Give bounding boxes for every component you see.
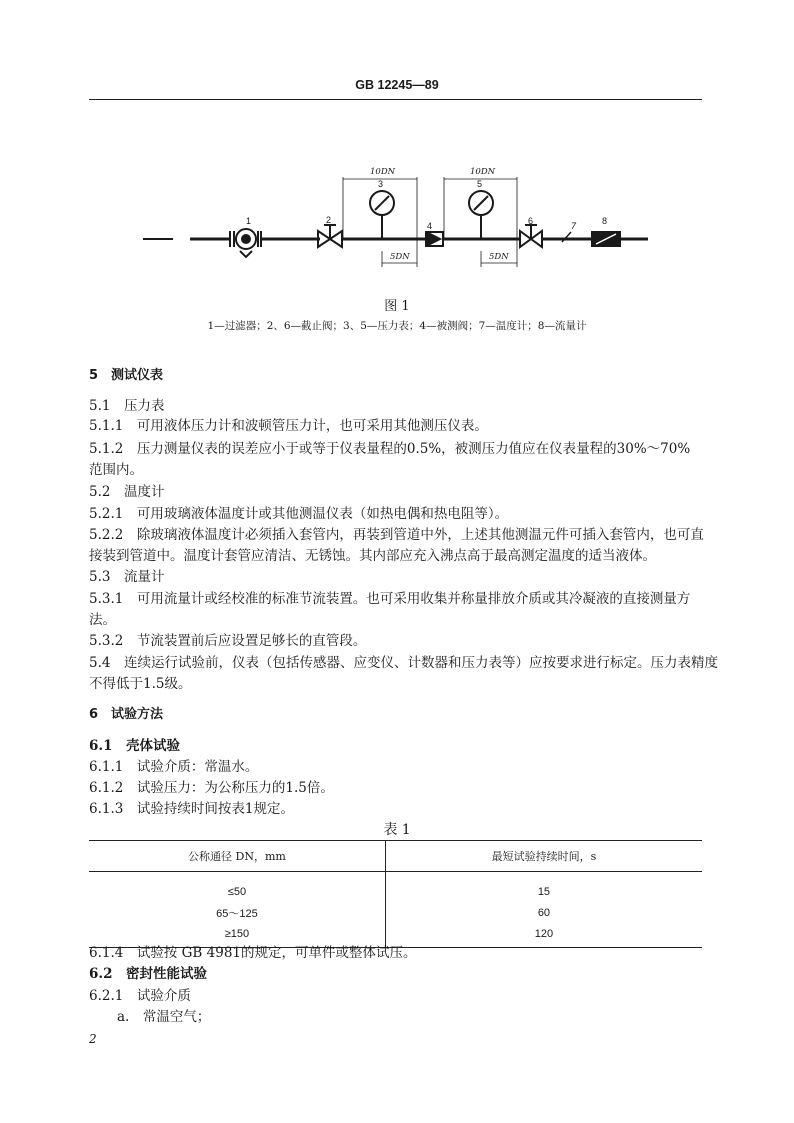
- dim-label-10dn-right: 10DN: [470, 167, 496, 177]
- clause-6-1-1: 6.1.1 试验介质：常温水。: [89, 759, 259, 775]
- pressure-gauge-symbol: [370, 191, 394, 239]
- clause-5-1-2-line1: 5.1.2 压力测量仪表的误差应小于或等于仪表量程的0.5%，被测压力值应在仪表量程的30%～70%: [89, 441, 691, 457]
- table-header-nominal-diameter: 公称通径 DN，mm: [89, 841, 385, 872]
- clause-5-2-2-line2: 接装到管道中。温度计套管应清洁、无锈蚀。其内部应充入沸点高于最高测定温度的适当液体。: [89, 548, 656, 564]
- figure-title: 图 1: [384, 299, 410, 314]
- table-row: [89, 923, 702, 948]
- clause-5-3: 5.3 流量计: [89, 569, 165, 585]
- clause-6-2-1: 6.2.1 试验介质: [89, 988, 191, 1004]
- clause-5-2-2-line1: 5.2.2 除玻璃液体温度计必须插入套管内，再装到管道中外，上述其他测温元件可插入套管内，也可直: [89, 527, 704, 543]
- clause-5-1: 5.1 压力表: [89, 398, 165, 414]
- table-cell: 15: [385, 872, 702, 903]
- dim-label-5dn-left: 5DN: [390, 252, 410, 262]
- section-5-heading: 5 测试仪表: [89, 368, 164, 383]
- clause-5-3-1-line2: 法。: [89, 612, 116, 628]
- component-label-6: 6: [528, 216, 534, 226]
- table-cell: 60: [385, 902, 702, 923]
- clause-5-1-2-line2: 范围内。: [89, 462, 143, 478]
- clause-5-4-line1: 5.4 连续运行试验前，仪表（包括传感器、应变仪、计数器和压力表等）应按要求进行标定。压力表精度: [89, 655, 718, 671]
- globe-valve-symbol: [520, 225, 542, 247]
- table-cell: ≤50: [227, 885, 247, 898]
- globe-valve-symbol: [318, 225, 342, 247]
- clause-5-3-1-line1: 5.3.1 可用流量计或经校准的标准节流装置。也可采用收集并称量排放介质或其冷凝液的直接测量方: [89, 591, 691, 607]
- component-label-5: 5: [477, 179, 483, 189]
- table-header-min-duration: 最短试验持续时间，s: [385, 841, 702, 872]
- pressure-gauge-symbol: [469, 191, 493, 239]
- clause-6-2-1-a: a. 常温空气；: [117, 1009, 211, 1025]
- figure-legend: 1—过滤器；2、6—截止阀；3、5—压力表；4—被测阀；7—温度计；8—流量计: [207, 320, 587, 332]
- clause-6-2: 6.2 密封性能试验: [89, 966, 207, 982]
- section-6-heading: 6 试验方法: [89, 707, 164, 722]
- clause-6-1-4: 6.1.4 试验按 GB 4981的规定，可单件或整体试压。: [89, 945, 417, 961]
- clause-5-4-line2: 不得低于1.5级。: [89, 676, 192, 692]
- dim-label-5dn-right: 5DN: [489, 252, 509, 262]
- dim-label-10dn-left: 10DN: [370, 167, 396, 177]
- table-row: [89, 872, 702, 903]
- component-label-8: 8: [602, 216, 608, 226]
- clause-6-1-3: 6.1.3 试验持续时间按表1规定。: [89, 801, 294, 817]
- flow-meter-symbol: [592, 232, 620, 246]
- clause-5-2: 5.2 温度计: [89, 484, 165, 500]
- component-label-3: 3: [378, 179, 384, 189]
- table-cell: ≥150: [89, 923, 385, 948]
- component-label-2: 2: [326, 215, 332, 225]
- clause-6-1: 6.1 壳体试验: [89, 738, 180, 754]
- standard-code-header: GB 12245—89: [355, 78, 439, 92]
- test-duration-table: [89, 840, 702, 948]
- table-row: [89, 902, 702, 923]
- clause-5-3-2: 5.3.2 节流装置前后应设置足够长的直管段。: [89, 633, 367, 649]
- clause-6-1-2: 6.1.2 试验压力：为公称压力的1.5倍。: [89, 780, 334, 796]
- page-number: 2: [89, 1032, 97, 1046]
- component-label-4: 4: [427, 221, 433, 231]
- pipeline-test-diagram: [130, 155, 670, 285]
- table-cell: 65～125: [216, 907, 258, 920]
- table-1-title: 表 1: [383, 822, 411, 838]
- filter-symbol: [230, 229, 261, 257]
- table-cell: 120: [385, 923, 702, 948]
- clause-5-1-1: 5.1.1 可用液体压力计和波顿管压力计，也可采用其他测压仪表。: [89, 418, 488, 434]
- clause-5-2-1: 5.2.1 可用玻璃液体温度计或其他测温仪表（如热电偶和热电阻等）。: [89, 506, 509, 522]
- tested-valve-symbol: [426, 232, 443, 246]
- component-label-7: 7: [571, 221, 577, 231]
- header-rule: [89, 99, 702, 100]
- component-label-1: 1: [246, 216, 252, 226]
